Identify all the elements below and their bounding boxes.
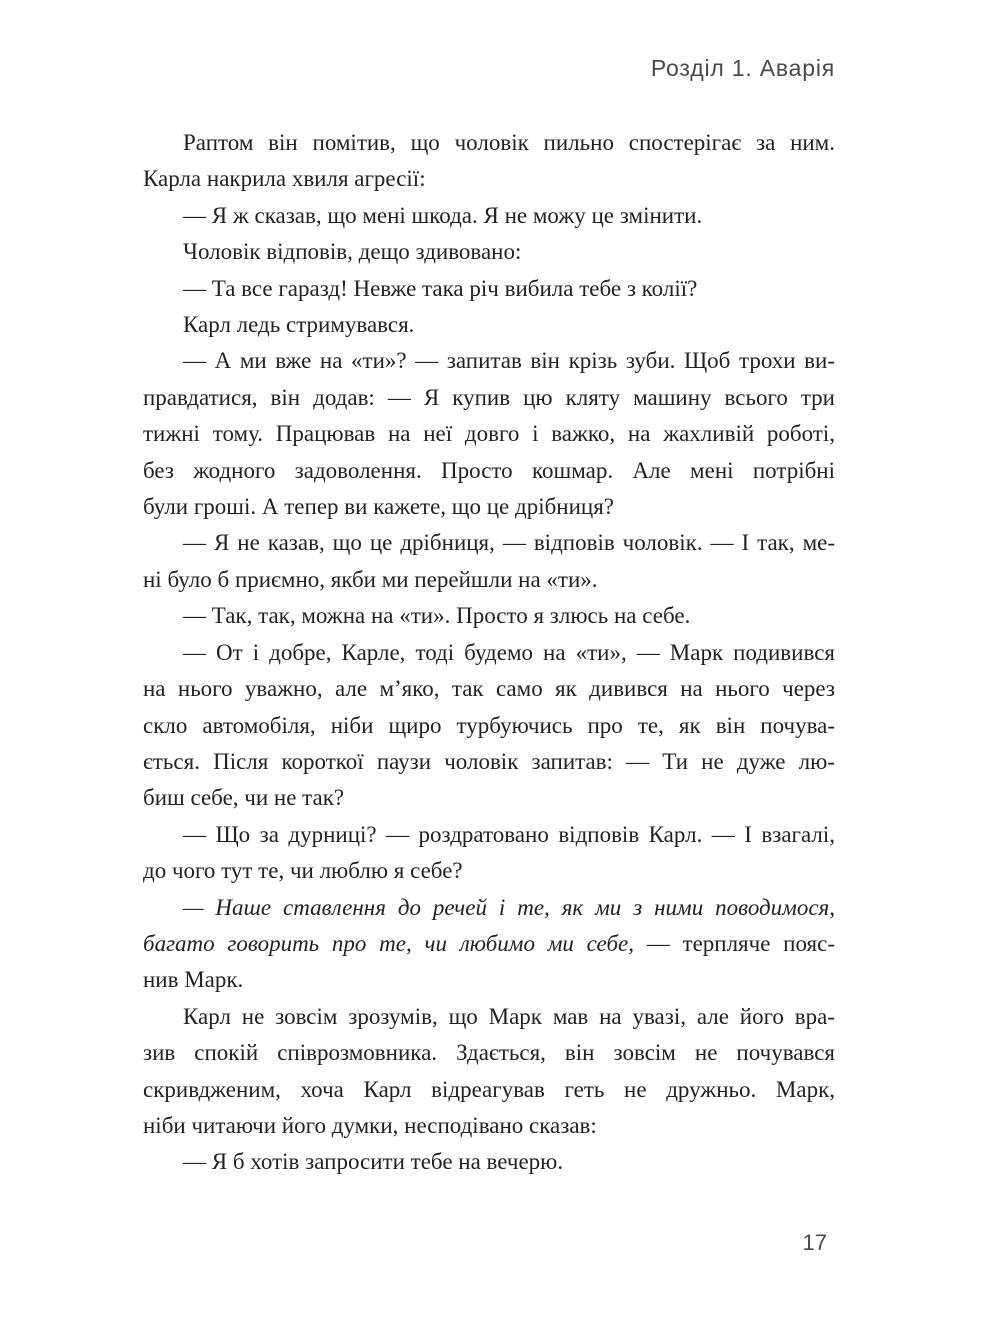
- text-segment: скривдженим, хоча Карл відреагував геть не дружньо. Марк,: [143, 1076, 835, 1102]
- paragraph: [143, 890, 835, 999]
- text-line: [143, 671, 835, 707]
- text-segment: Чоловік відповів, дещо здивовано:: [183, 239, 522, 265]
- text-segment: зив спокій співрозмовника. Здається, він зовсім не почувався: [143, 1040, 835, 1066]
- text-line: [143, 453, 835, 489]
- text-line: [143, 744, 835, 780]
- text-line: [143, 890, 835, 926]
- text-line: [143, 926, 835, 962]
- text-line: [143, 198, 835, 234]
- paragraph: [143, 635, 835, 817]
- text-line: [143, 489, 835, 525]
- text-line: [143, 125, 835, 161]
- text-line: [143, 1144, 835, 1180]
- paragraph: [143, 125, 835, 198]
- paragraph: [143, 234, 835, 270]
- text-segment: — А ми вже на «ти»? — запитав він крізь зуби. Щоб трохи ви-: [183, 348, 835, 374]
- text-line: [143, 343, 835, 379]
- paragraph: [143, 198, 835, 234]
- paragraph: [143, 307, 835, 343]
- text-segment: скло автомобіля, ніби щиро турбуючись про те, як він почува-: [143, 712, 835, 738]
- paragraph: [143, 817, 835, 890]
- text-line: [143, 271, 835, 307]
- italic-text-segment: — Наше ставлення до речей і те, як ми з ними поводимося,: [183, 894, 835, 920]
- text-line: [143, 853, 835, 889]
- text-segment: Карл не зовсім зрозумів, що Марк мав на увазі, але його вра-: [183, 1003, 835, 1029]
- page-number: 17: [802, 1230, 827, 1255]
- text-line: [143, 234, 835, 270]
- text-segment: биш себе, чи не так?: [143, 785, 345, 811]
- text-line: [143, 1072, 835, 1108]
- text-segment: — Що за дурниці? — роздратовано відповів Карл. — І взагалі,: [183, 821, 835, 847]
- text-segment: Карла накрила хвиля агресії:: [143, 166, 426, 192]
- text-segment: Карл ледь стримувався.: [183, 312, 415, 338]
- text-line: [143, 780, 835, 816]
- text-line: [143, 1108, 835, 1144]
- text-segment: без жодного задоволення. Просто кошмар. Але мені потрібні: [143, 457, 835, 483]
- italic-text-segment: багато говорить про те, чи любимо ми себе,: [143, 930, 634, 956]
- text-segment: до чого тут те, чи люблю я себе?: [143, 858, 463, 884]
- text-segment: — Я не казав, що це дрібниця, — відповів чоловік. — І так, ме-: [183, 530, 835, 556]
- text-line: [143, 525, 835, 561]
- text-line: [143, 161, 835, 197]
- text-line: [143, 817, 835, 853]
- text-line: [143, 635, 835, 671]
- text-segment: були гроші. А тепер ви кажете, що це дрібниця?: [143, 494, 615, 520]
- text-segment: Раптом він помітив, що чоловік пильно спостерігає за ним.: [183, 130, 835, 155]
- text-segment: ні було б приємно, якби ми перейшли на «ти».: [143, 566, 598, 592]
- text-segment: правдатися, він додав: — Я купив цю кляту машину всього три: [143, 384, 835, 410]
- text-segment: ніби читаючи його думки, несподівано сказав:: [143, 1112, 597, 1138]
- text-block: [143, 125, 835, 1181]
- paragraph: [143, 1144, 835, 1180]
- text-segment: тижні тому. Працював на неї довго і важко, на жахливій роботі,: [143, 421, 835, 447]
- paragraph: [143, 271, 835, 307]
- paragraph: [143, 598, 835, 634]
- text-line: [143, 416, 835, 452]
- text-segment: ється. Після короткої паузи чоловік запитав: — Ти не дуже лю-: [143, 748, 835, 774]
- text-segment: нив Марк.: [143, 967, 244, 993]
- text-segment: — Та все гаразд! Невже така річ вибила тебе з колії?: [183, 275, 698, 301]
- text-line: [143, 1035, 835, 1071]
- paragraph: [143, 999, 835, 1145]
- paragraph: [143, 525, 835, 598]
- text-line: [143, 708, 835, 744]
- text-line: [143, 598, 835, 634]
- text-line: [143, 307, 835, 343]
- text-segment: — Так, так, можна на «ти». Просто я злюсь на себе.: [183, 603, 691, 629]
- text-line: [143, 962, 835, 998]
- text-segment: — От і добре, Карле, тоді будемо на «ти», — Марк подивився: [183, 639, 835, 665]
- text-segment: — Я ж сказав, що мені шкода. Я не можу це змінити.: [183, 202, 703, 228]
- text-segment: — терпляче пояс-: [633, 930, 835, 956]
- paragraph: [143, 343, 835, 525]
- text-line: [143, 562, 835, 598]
- text-line: [143, 380, 835, 416]
- running-header: Розділ 1. Аварія: [650, 55, 835, 81]
- text-line: [143, 999, 835, 1035]
- text-segment: — Я б хотів запросити тебе на вечерю.: [183, 1149, 564, 1175]
- text-segment: на нього уважно, але м’яко, так само як дивився на нього через: [143, 676, 835, 702]
